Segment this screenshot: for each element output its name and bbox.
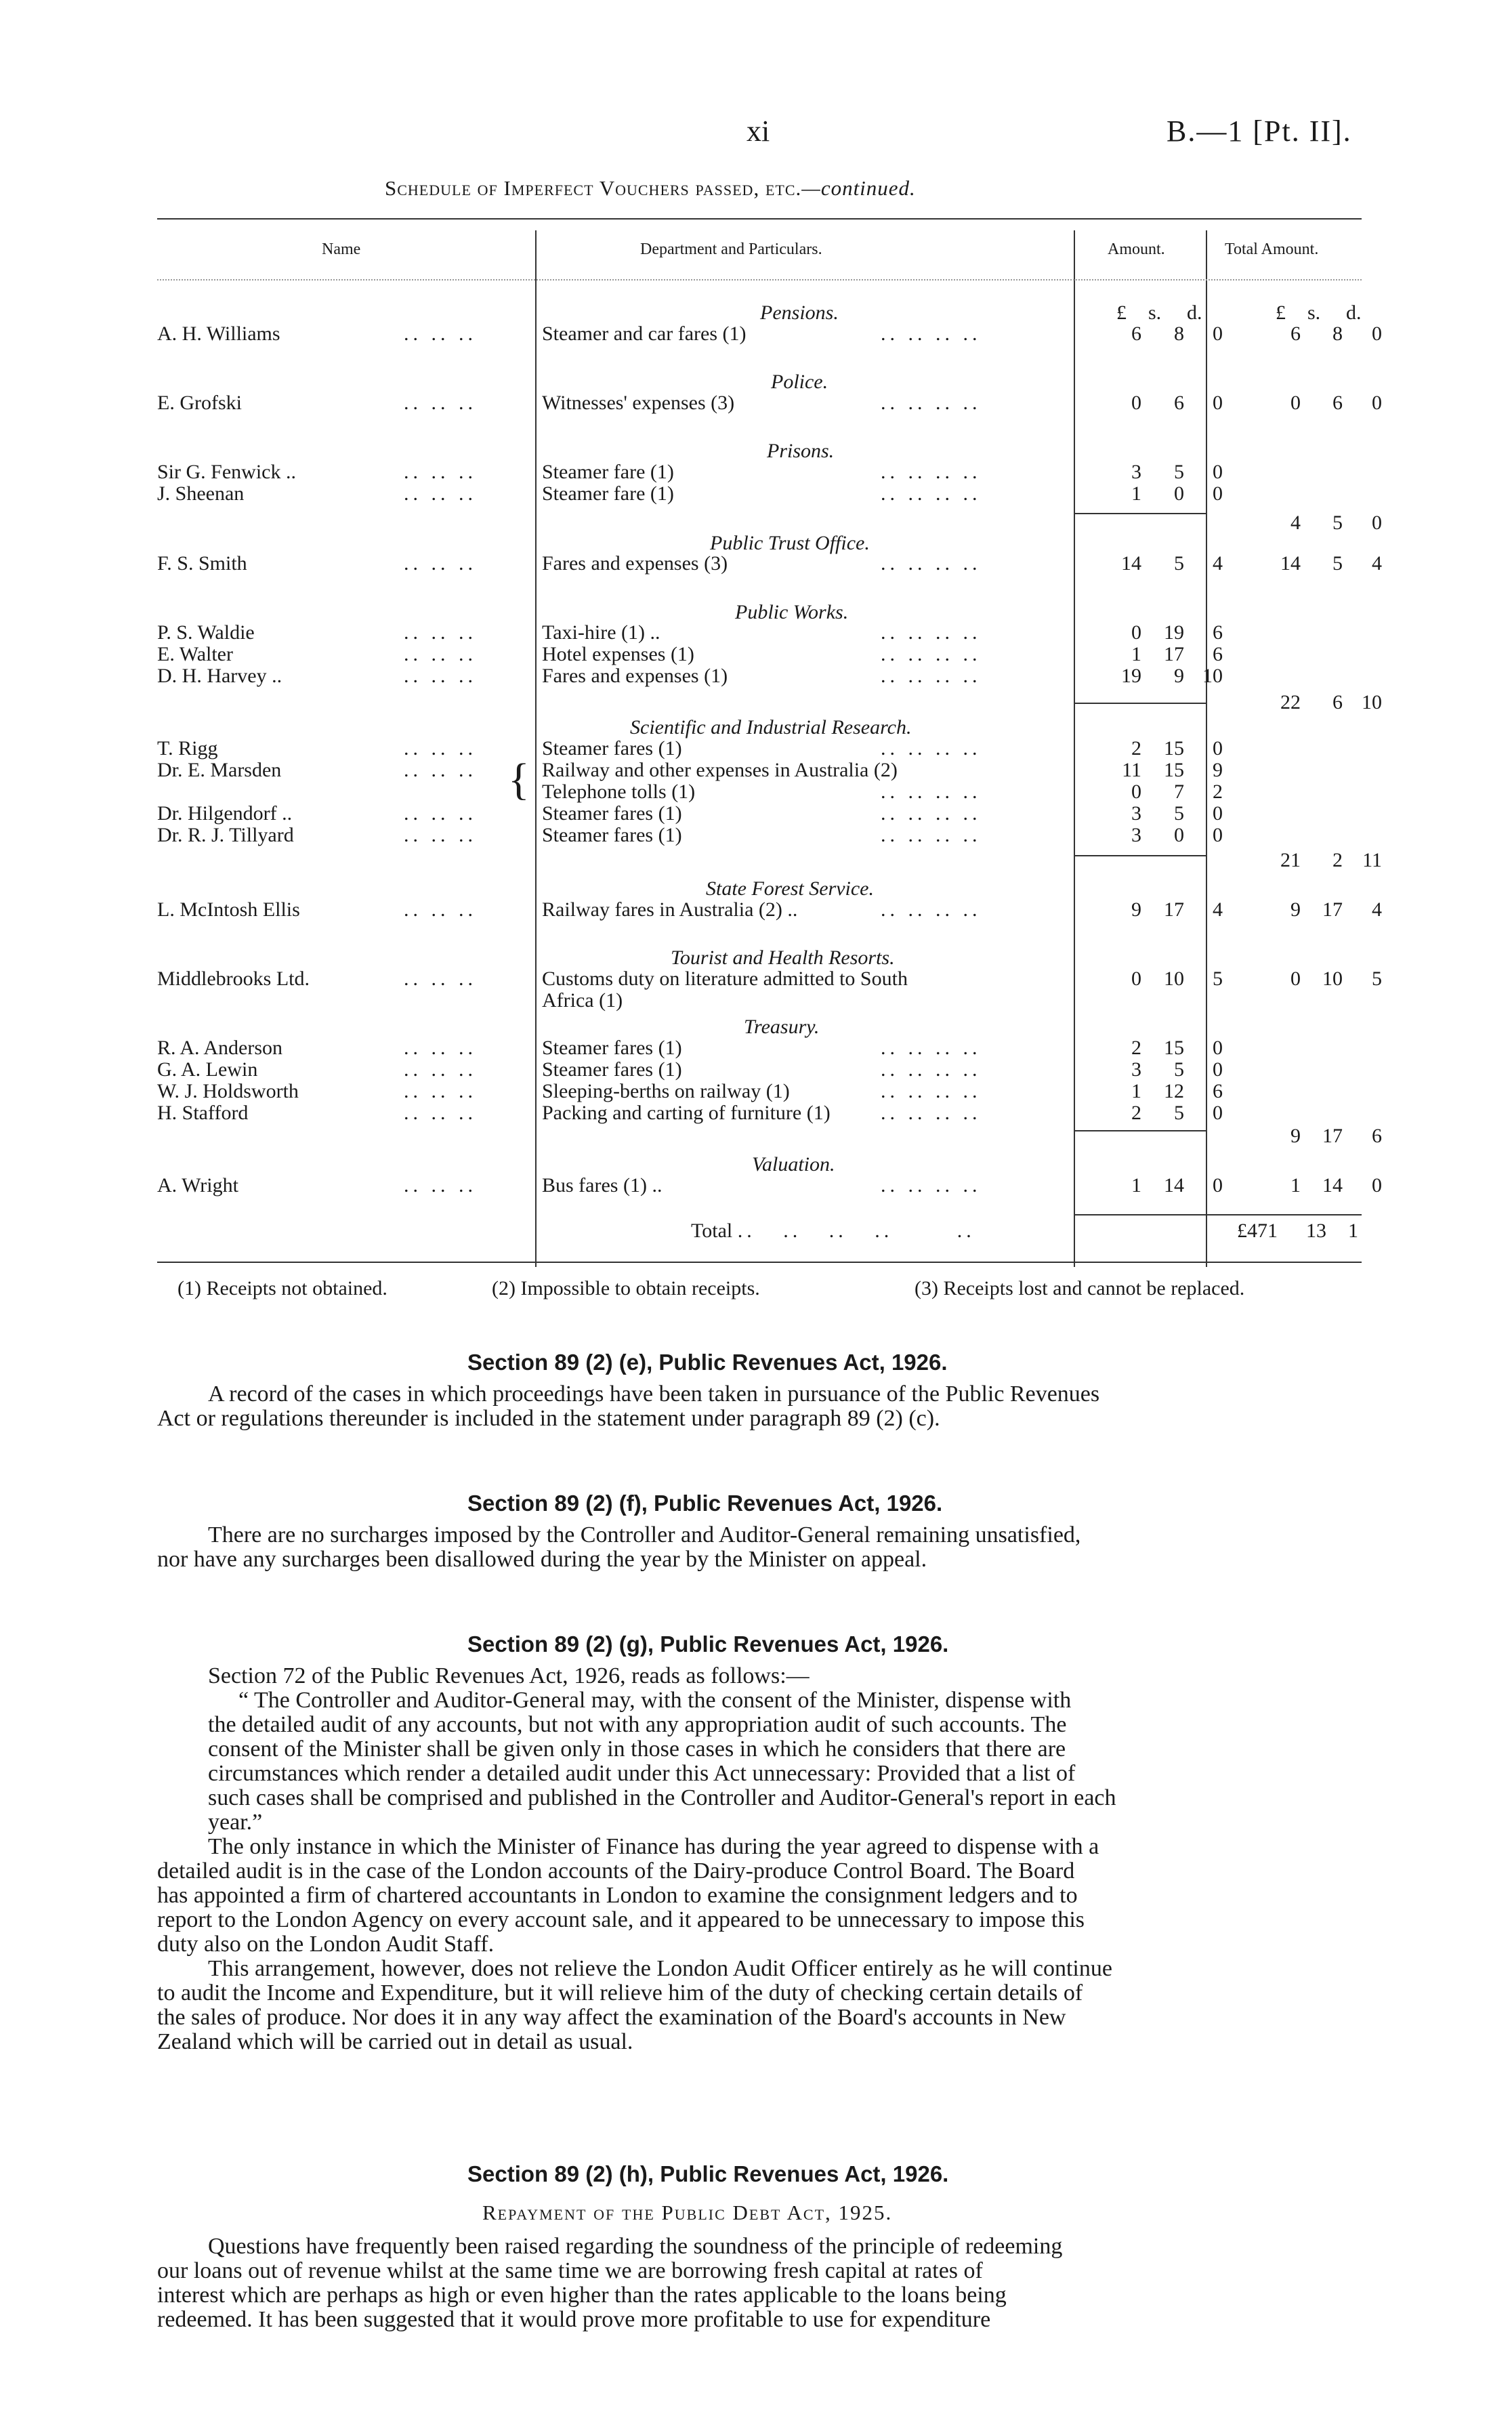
subheading-section-h: Repayment of the Public Debt Act, 1925. [482, 2201, 893, 2224]
heading-section-h: Section 89 (2) (h), Public Revenues Act, 1926. [467, 2161, 949, 2186]
row-amount-pounds: 9 [1131, 898, 1141, 921]
text-line: duty also on the London Audit Staff. [157, 1932, 495, 1957]
section-treasury: Treasury. [744, 1016, 820, 1038]
text-line: circumstances which render a detailed audit under this Act unnecessary: Provided that a list of [208, 1761, 1076, 1786]
row-particulars-continued: Africa (1) [542, 989, 623, 1012]
row-amount-shillings: 5 [1174, 802, 1184, 825]
row-name: Middlebrooks Ltd. [157, 968, 310, 990]
leader-dots: .. .. .. [404, 968, 477, 990]
row-amount-shillings: 5 [1174, 1058, 1184, 1081]
row-particulars: Witnesses' expenses (3) [542, 392, 735, 414]
subtotal-rule [1074, 855, 1206, 856]
section-valuation: Valuation. [752, 1153, 835, 1176]
row-amount-pounds: 0 [1131, 781, 1141, 803]
table-bottom-rule [157, 1262, 1362, 1263]
row-particulars: Steamer fare (1) [542, 482, 674, 505]
total-amount-pounds: 14 [1280, 552, 1301, 575]
row-amount-pence: 0 [1213, 802, 1223, 825]
leader-dots: .. .. .. .. [881, 461, 982, 483]
footnote-3: (3) Receipts lost and cannot be replaced. [915, 1277, 1245, 1299]
subtotal-rule [1074, 513, 1206, 514]
row-amount-pence: 0 [1213, 482, 1223, 505]
row-name: H. Stafford [157, 1102, 249, 1124]
row-particulars: Hotel expenses (1) [542, 643, 694, 665]
row-amount-shillings: 0 [1174, 482, 1184, 505]
section-police: Police. [771, 371, 828, 393]
row-amount-shillings: 15 [1164, 759, 1184, 781]
leader-dots: .. .. .. .. [881, 1102, 982, 1124]
row-amount-pence: 4 [1213, 898, 1223, 921]
row-amount-pounds: 3 [1131, 1058, 1141, 1081]
row-particulars: Steamer fares (1) [542, 824, 682, 846]
row-amount-pence: 10 [1202, 665, 1223, 687]
row-name: P. S. Waldie [157, 621, 255, 644]
row-amount-pence: 9 [1213, 759, 1223, 781]
total-amount-pence: 0 [1372, 1174, 1382, 1197]
row-name: Dr. E. Marsden [157, 759, 282, 781]
row-amount-pence: 0 [1213, 323, 1223, 345]
row-amount-pence: 4 [1213, 552, 1223, 575]
row-amount-pounds: 1 [1131, 1174, 1141, 1197]
row-particulars: Steamer fares (1) [542, 737, 682, 760]
text-line: year.” [208, 1810, 263, 1835]
section-prisons: Prisons. [767, 440, 835, 462]
text-line: the sales of produce. Nor does it in any way affect the examination of the Board's accounts in New [157, 2005, 1066, 2030]
section-scientific: Scientific and Industrial Research. [630, 716, 912, 739]
text-line: detailed audit is in the case of the London accounts of the Dairy-produce Control Board. The Board [157, 1858, 1075, 1884]
paragraph-section-h [157, 2234, 1358, 2332]
leader-dots: .. .. .. [404, 621, 477, 644]
row-amount-shillings: 14 [1164, 1174, 1184, 1197]
row-amount-shillings: 15 [1164, 737, 1184, 760]
row-amount-pounds: 3 [1131, 802, 1141, 825]
text-line: Questions have frequently been raised regarding the soundness of the principle of redeeming [208, 2234, 1063, 2259]
leader-dots: .. .. .. .. [881, 802, 982, 825]
footnote-2: (2) Impossible to obtain receipts. [492, 1277, 760, 1299]
total-amount-pounds: 9 [1290, 898, 1301, 921]
total-amount-shillings: 6 [1332, 691, 1343, 713]
paragraph-section-f [157, 1523, 1358, 1572]
text-line: such cases shall be comprised and published in the Controller and Auditor-General's report in each [208, 1785, 1116, 1810]
row-amount-pence: 0 [1213, 1102, 1223, 1124]
leader-dots: .. .. .. .. [881, 621, 982, 644]
text-line: Zealand which will be carried out in detail as usual. [157, 2029, 633, 2054]
row-amount-shillings: 5 [1174, 1102, 1184, 1124]
total-amount-shillings: 17 [1322, 898, 1343, 921]
row-amount-pounds: 2 [1131, 737, 1141, 760]
row-amount-pence: 0 [1213, 392, 1223, 414]
row-amount-shillings: 10 [1164, 968, 1184, 990]
row-name: D. H. Harvey .. [157, 665, 282, 687]
column-header-department: Department and Particulars. [640, 241, 822, 258]
column-header-name: Name [322, 241, 361, 258]
row-amount-shillings: 12 [1164, 1080, 1184, 1102]
section-public-trust: Public Trust Office. [710, 532, 870, 554]
row-amount-shillings: 5 [1174, 461, 1184, 483]
row-particulars: Sleeping-berths on railway (1) [542, 1080, 790, 1102]
row-name: Dr. R. J. Tillyard [157, 824, 294, 846]
amount-currency-d: d. [1187, 301, 1202, 324]
total-amount-pence: 4 [1372, 898, 1382, 921]
row-amount-shillings: 6 [1174, 392, 1184, 414]
leader-dots: .. .. .. .. [881, 1037, 982, 1059]
row-amount-pence: 6 [1213, 621, 1223, 644]
leader-dots: .. .. .. [404, 1037, 477, 1059]
total-amount-shillings: 5 [1332, 552, 1343, 575]
row-name: R. A. Anderson [157, 1037, 283, 1059]
row-amount-shillings: 19 [1164, 621, 1184, 644]
row-amount-pounds: 14 [1121, 552, 1141, 575]
row-amount-pence: 6 [1213, 643, 1223, 665]
row-name: Sir G. Fenwick .. [157, 461, 296, 483]
total-amount-pounds: 21 [1280, 849, 1301, 871]
total-amount-pounds: 1 [1290, 1174, 1301, 1197]
text-line: consent of the Minister shall be given only in those cases in which he considers that there are [208, 1737, 1066, 1762]
text-line: “ The Controller and Auditor-General may, with the consent of the Minister, dispense with [238, 1688, 1072, 1713]
text-line: has appointed a firm of chartered accountants in London to examine the consignment ledgers and to [157, 1883, 1078, 1908]
column-header-total: Total Amount. [1225, 241, 1319, 258]
total-amount-pence: 10 [1362, 691, 1382, 713]
column-divider-name [535, 230, 537, 1267]
row-amount-pounds: 0 [1131, 621, 1141, 644]
row-amount-pence: 2 [1213, 781, 1223, 803]
row-amount-pence: 0 [1213, 824, 1223, 846]
total-currency-d: d. [1346, 301, 1362, 324]
row-particulars: Customs duty on literature admitted to South [542, 968, 908, 990]
grand-total-pence: 1 [1348, 1220, 1358, 1242]
text-line: A record of the cases in which proceedings have been taken in pursuance of the Public Revenues [208, 1381, 1100, 1407]
row-particulars: Steamer fares (1) [542, 802, 682, 825]
row-amount-pounds: 0 [1131, 392, 1141, 414]
text-line: There are no surcharges imposed by the Controller and Auditor-General remaining unsatisfied, [208, 1522, 1081, 1547]
leader-dots: .. .. .. [404, 802, 477, 825]
grand-total-pounds: £471 [1237, 1220, 1278, 1242]
leader-dots: .. .. .. [404, 898, 477, 921]
row-name: W. J. Holdsworth [157, 1080, 299, 1102]
column-header-amount: Amount. [1108, 241, 1165, 258]
leader-dots: .. .. .. [404, 643, 477, 665]
text-line: the detailed audit of any accounts, but not with any appropriation audit of such accounts. The [208, 1712, 1067, 1737]
leader-dots: .. .. .. [404, 1058, 477, 1081]
total-amount-pence: 4 [1372, 552, 1382, 575]
total-amount-pence: 11 [1362, 849, 1382, 871]
leader-dots: .. .. .. [404, 392, 477, 414]
row-amount-shillings: 7 [1174, 781, 1184, 803]
footnote-1: (1) Receipts not obtained. [177, 1277, 387, 1299]
leader-dots: .. .. .. .. [881, 643, 982, 665]
total-amount-shillings: 10 [1322, 968, 1343, 990]
row-name: A. H. Williams [157, 323, 280, 345]
row-particulars: Railway and other expenses in Australia (2) [542, 759, 898, 781]
total-amount-pence: 0 [1372, 392, 1382, 414]
row-amount-pounds: 2 [1131, 1037, 1141, 1059]
heading-section-e: Section 89 (2) (e), Public Revenues Act, 1926. [467, 1350, 948, 1375]
text-line: Section 72 of the Public Revenues Act, 1926, reads as follows:— [208, 1663, 810, 1688]
row-particulars: Bus fares (1) .. [542, 1174, 663, 1197]
row-amount-pounds: 1 [1131, 482, 1141, 505]
total-label: Total .. .. .. .. .. [691, 1220, 975, 1242]
total-amount-pounds: 9 [1290, 1125, 1301, 1147]
row-amount-shillings: 9 [1174, 665, 1184, 687]
text-line: This arrangement, however, does not relieve the London Audit Officer entirely as he will continue [208, 1956, 1112, 1981]
document-reference: B.—1 [Pt. II]. [1167, 115, 1352, 148]
row-amount-shillings: 8 [1174, 323, 1184, 345]
schedule-title-text: Schedule of Imperfect Vouchers passed, etc. [385, 176, 802, 200]
row-amount-shillings: 0 [1174, 824, 1184, 846]
leader-dots: .. .. .. [404, 665, 477, 687]
row-particulars: Packing and carting of furniture (1) [542, 1102, 831, 1124]
leader-dots: .. .. .. [404, 824, 477, 846]
grand-total-shillings: 13 [1306, 1220, 1326, 1242]
row-name: Dr. Hilgendorf .. [157, 802, 293, 825]
subtotal-rule [1074, 703, 1206, 704]
row-particulars: Steamer fares (1) [542, 1058, 682, 1081]
brace: { [508, 755, 530, 804]
leader-dots: .. .. .. .. [881, 392, 982, 414]
text-line: report to the London Agency on every account sale, and it appeared to be unnecessary to impose this [157, 1907, 1085, 1932]
total-amount-shillings: 6 [1332, 392, 1343, 414]
row-amount-pounds: 1 [1131, 1080, 1141, 1102]
row-name: J. Sheenan [157, 482, 245, 505]
row-name: L. McIntosh Ellis [157, 898, 300, 921]
row-amount-pence: 5 [1213, 968, 1223, 990]
paragraph-section-e [157, 1382, 1358, 1431]
text-line: Act or regulations thereunder is included in the statement under paragraph 89 (2) (c). [157, 1406, 940, 1431]
row-amount-pounds: 6 [1131, 323, 1141, 345]
total-amount-shillings: 2 [1332, 849, 1343, 871]
total-currency-l: £ [1276, 301, 1286, 324]
row-amount-pounds: 1 [1131, 643, 1141, 665]
total-amount-pounds: 6 [1290, 323, 1301, 345]
row-amount-shillings: 15 [1164, 1037, 1184, 1059]
heading-section-f: Section 89 (2) (f), Public Revenues Act, 1926. [467, 1491, 943, 1516]
total-amount-pounds: 0 [1290, 968, 1301, 990]
text-line: interest which are perhaps as high or even higher than the rates applicable to the loans being [157, 2283, 1007, 2308]
row-particulars: Fares and expenses (1) [542, 665, 728, 687]
leader-dots: .. .. .. [404, 552, 477, 575]
row-amount-pounds: 11 [1122, 759, 1141, 781]
text-line: our loans out of revenue whilst at the same time we are borrowing fresh capital at rates of [157, 2258, 983, 2283]
row-amount-pence: 0 [1213, 1037, 1223, 1059]
leader-dots: .. .. .. [404, 461, 477, 483]
row-particulars: Railway fares in Australia (2) .. [542, 898, 798, 921]
row-amount-shillings: 5 [1174, 552, 1184, 575]
leader-dots: .. .. .. [404, 737, 477, 760]
row-amount-shillings: 17 [1164, 898, 1184, 921]
total-amount-pence: 5 [1372, 968, 1382, 990]
row-name: E. Grofski [157, 392, 242, 414]
table-top-rule [157, 218, 1362, 220]
text-line: redeemed. It has been suggested that it would prove more profitable to use for expenditure [157, 2307, 991, 2332]
total-rule [1074, 1214, 1362, 1215]
row-amount-pence: 6 [1213, 1080, 1223, 1102]
total-amount-shillings: 14 [1322, 1174, 1343, 1197]
row-name: T. Rigg [157, 737, 218, 760]
row-particulars: Steamer fare (1) [542, 461, 674, 483]
section-state-forest: State Forest Service. [706, 877, 874, 900]
row-particulars: Fares and expenses (3) [542, 552, 728, 575]
row-name: G. A. Lewin [157, 1058, 258, 1081]
total-label-text: Total [691, 1220, 733, 1242]
leader-dots: .. .. .. .. [881, 781, 982, 803]
total-amount-pence: 0 [1372, 323, 1382, 345]
row-amount-shillings: 17 [1164, 643, 1184, 665]
page-number: xi [747, 115, 770, 148]
row-name: A. Wright [157, 1174, 238, 1197]
row-amount-pence: 0 [1213, 1058, 1223, 1081]
leader-dots: .. .. .. .. [881, 898, 982, 921]
paragraph-section-g [157, 1664, 1358, 2054]
row-amount-pence: 0 [1213, 461, 1223, 483]
row-particulars: Telephone tolls (1) [542, 781, 696, 803]
leader-dots: .. .. .. .. [881, 552, 982, 575]
text-line: to audit the Income and Expenditure, but it will relieve him of the duty of checking certain details of [157, 1980, 1083, 2005]
leader-dots: .. .. .. .. [881, 737, 982, 760]
row-amount-pounds: 19 [1121, 665, 1141, 687]
total-amount-pounds: 0 [1290, 392, 1301, 414]
schedule-title [385, 176, 916, 201]
leader-dots: .. .. .. [404, 482, 477, 505]
heading-section-g: Section 89 (2) (g), Public Revenues Act, 1926. [467, 1631, 949, 1657]
total-amount-pounds: 4 [1290, 512, 1301, 534]
section-pensions: Pensions. [760, 301, 839, 324]
leader-dots: .. .. .. .. [881, 1080, 982, 1102]
text-line: nor have any surcharges been disallowed during the year by the Minister on appeal. [157, 1547, 927, 1572]
section-tourist: Tourist and Health Resorts. [671, 947, 895, 969]
leader-dots: .. .. .. .. [881, 323, 982, 345]
row-amount-pence: 0 [1213, 1174, 1223, 1197]
row-amount-pounds: 0 [1131, 968, 1141, 990]
total-amount-shillings: 5 [1332, 512, 1343, 534]
row-amount-pounds: 2 [1131, 1102, 1141, 1124]
leader-dots: .. .. .. .. [881, 665, 982, 687]
leader-dots: .. .. .. .. [881, 1058, 982, 1081]
leader-dots: .. .. .. [404, 1174, 477, 1197]
leader-dots: .. .. .. .. [881, 1174, 982, 1197]
total-amount-shillings: 8 [1332, 323, 1343, 345]
header-rule [157, 279, 1362, 280]
text-line: The only instance in which the Minister of Finance has during the year agreed to dispense with a [208, 1834, 1099, 1859]
row-particulars: Taxi-hire (1) .. [542, 621, 660, 644]
schedule-title-continued: —continued. [801, 176, 916, 200]
row-particulars: Steamer and car fares (1) [542, 323, 747, 345]
amount-currency-s: s. [1148, 301, 1162, 324]
total-amount-pence: 0 [1372, 512, 1382, 534]
subtotal-rule [1074, 1130, 1206, 1131]
leader-dots: .. .. .. [404, 1102, 477, 1124]
row-amount-pounds: 3 [1131, 824, 1141, 846]
row-name: F. S. Smith [157, 552, 247, 575]
total-amount-pounds: 22 [1280, 691, 1301, 713]
total-amount-shillings: 17 [1322, 1125, 1343, 1147]
section-public-works: Public Works. [735, 601, 849, 623]
leader-dots: .. .. .. [404, 1080, 477, 1102]
total-currency-s: s. [1307, 301, 1321, 324]
leader-dots: .. .. .. .. [881, 824, 982, 846]
leader-dots: .. .. .. [404, 759, 477, 781]
row-amount-pounds: 3 [1131, 461, 1141, 483]
leader-dots: .. .. .. [404, 323, 477, 345]
total-amount-pence: 6 [1372, 1125, 1382, 1147]
row-amount-pence: 0 [1213, 737, 1223, 760]
column-divider-dept [1074, 230, 1075, 1267]
leader-dots: .. .. .. .. [881, 482, 982, 505]
row-name: E. Walter [157, 643, 233, 665]
row-particulars: Steamer fares (1) [542, 1037, 682, 1059]
amount-currency-l: £ [1116, 301, 1127, 324]
